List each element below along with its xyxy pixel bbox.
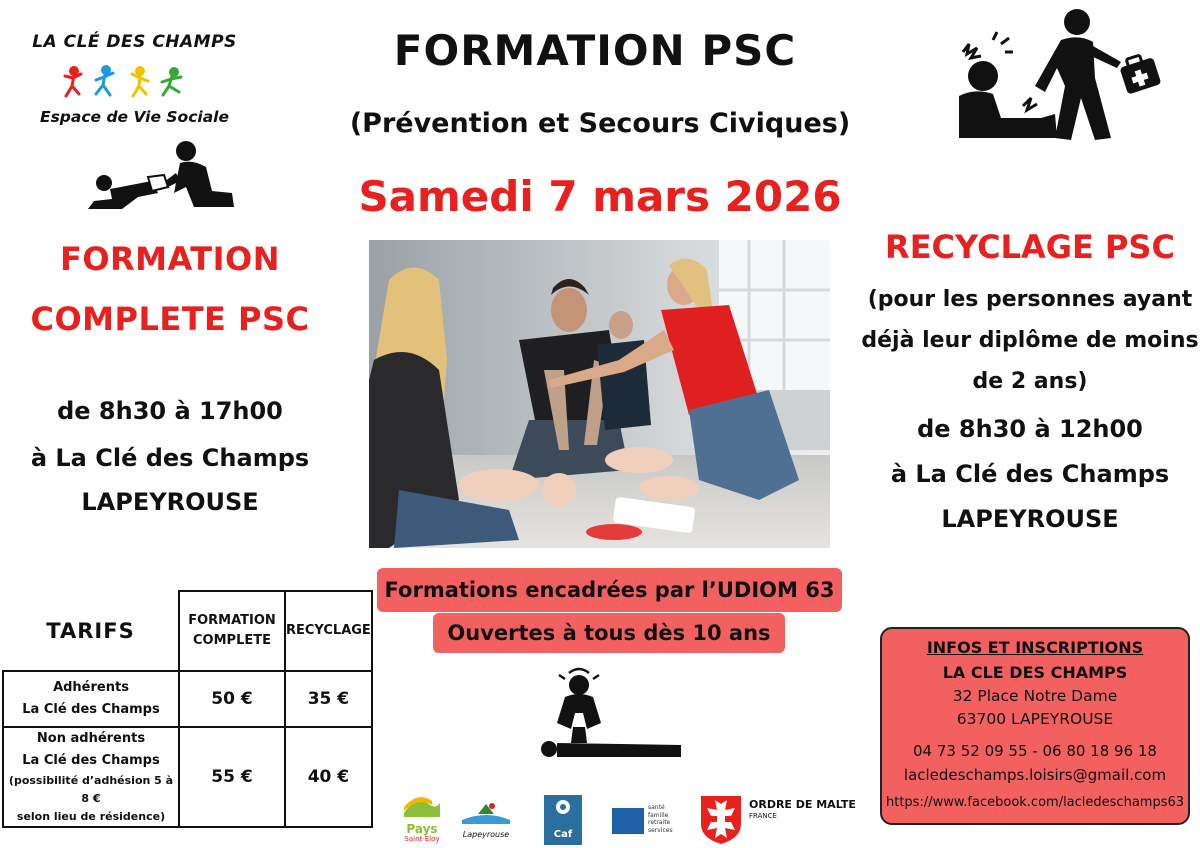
infos-email[interactable]: lacledeschamps.loisirs@gmail.com xyxy=(903,766,1167,784)
formation-town: LAPEYROUSE xyxy=(81,488,259,516)
formation-hours: de 8h30 à 17h00 xyxy=(57,397,283,425)
recyclage-place: à La Clé des Champs xyxy=(890,460,1170,488)
logo-subtitle: Espace de Vie Sociale xyxy=(39,108,229,126)
tarifs-label: TARIFS xyxy=(46,618,135,643)
tarifs-table xyxy=(2,590,373,828)
lapeyrouse-logo xyxy=(458,798,514,842)
page-title: FORMATION PSC xyxy=(393,26,797,75)
column-header-formation xyxy=(179,591,285,671)
banner-age: Ouvertes à tous dès 10 ans xyxy=(433,613,785,653)
caf-logo-text: Caf xyxy=(553,829,573,840)
infos-phone[interactable]: 04 73 52 09 55 - 06 80 18 96 18 xyxy=(913,742,1157,760)
msa-text-line: famille xyxy=(648,811,669,819)
row-label-line: La Clé des Champs xyxy=(22,702,160,717)
caf-logo xyxy=(544,795,582,845)
cpr-icon xyxy=(535,665,685,765)
msa-logo-icon xyxy=(612,808,644,834)
msa-logo-text xyxy=(648,804,673,834)
running-figures-icon xyxy=(62,64,202,102)
price-formation: 55 € xyxy=(179,727,285,827)
lapeyrouse-logo-icon xyxy=(458,798,514,826)
row-label-line: Adhérents xyxy=(53,680,129,695)
infos-title: INFOS ET INSCRIPTIONS xyxy=(926,638,1144,657)
formation-heading-line2: COMPLETE PSC xyxy=(30,300,310,338)
malte-logo-text: ORDRE DE MALTE xyxy=(749,798,856,811)
row-note-line: selon lieu de résidence) xyxy=(16,810,166,823)
recyclage-note-line3: de 2 ans) xyxy=(972,369,1088,394)
column-header-line: RECYCLAGE xyxy=(286,623,371,638)
price-recyclage: 35 € xyxy=(285,671,372,727)
price-formation: 50 € xyxy=(179,671,285,727)
pays-logo-icon xyxy=(402,793,442,819)
training-photo xyxy=(369,240,830,548)
recyclage-note-line2: déjà leur diplôme de moins xyxy=(861,328,1199,353)
row-label-line: La Clé des Champs xyxy=(22,753,160,768)
row-label xyxy=(3,727,179,827)
table-row xyxy=(3,671,372,727)
msa-text-line: services xyxy=(648,826,673,834)
row-note-line: (possibilité d’adhésion 5 à 8 € xyxy=(8,774,174,805)
pays-saint-eloy-logo xyxy=(402,793,442,843)
infos-address1: 32 Place Notre Dame xyxy=(952,687,1118,705)
tarifs-header-cell xyxy=(3,591,179,671)
pays-logo-subtext: Saint-Eloy xyxy=(404,835,440,843)
recyclage-hours: de 8h30 à 12h00 xyxy=(917,415,1143,443)
malte-logo-subtext: FRANCE xyxy=(749,812,777,820)
table-row xyxy=(3,727,372,827)
recyclage-heading: RECYCLAGE PSC xyxy=(885,228,1175,266)
price-recyclage: 40 € xyxy=(285,727,372,827)
column-header-line: FORMATION xyxy=(188,613,276,628)
event-date: Samedi 7 mars 2026 xyxy=(358,172,842,221)
infos-facebook-link[interactable]: https://www.facebook.com/lacledeschamps63 xyxy=(885,795,1185,810)
recyclage-town: LAPEYROUSE xyxy=(941,505,1119,533)
cpr-icon xyxy=(82,137,242,217)
first-aid-kit-icon xyxy=(1118,50,1163,95)
infos-name: LA CLE DES CHAMPS xyxy=(942,663,1128,682)
pays-logo-text: Pays xyxy=(406,822,438,836)
column-header-line: COMPLETE xyxy=(193,633,271,648)
msa-logo xyxy=(612,804,682,840)
formation-heading-line1: FORMATION xyxy=(59,240,281,278)
ordre-de-malte-logo xyxy=(697,794,867,846)
recyclage-note-line1: (pour les personnes ayant xyxy=(867,287,1193,312)
msa-text-line: santé xyxy=(648,804,665,811)
page-subtitle: (Prévention et Secours Civiques) xyxy=(349,108,851,139)
column-header-recyclage xyxy=(285,591,372,671)
msa-text-line: retraite xyxy=(648,819,671,826)
malta-cross-icon xyxy=(697,794,745,846)
row-label xyxy=(3,671,179,727)
lapeyrouse-logo-text: Lapeyrouse xyxy=(462,830,510,839)
formation-place: à La Clé des Champs xyxy=(30,444,310,472)
logo-title: LA CLÉ DES CHAMPS xyxy=(32,32,237,52)
row-label-line: Non adhérents xyxy=(36,731,146,746)
infos-address2: 63700 LAPEYROUSE xyxy=(956,710,1114,728)
infos-box xyxy=(880,627,1190,825)
banner-udiom: Formations encadrées par l’UDIOM 63 xyxy=(377,568,842,612)
caf-logo-icon xyxy=(544,795,582,825)
